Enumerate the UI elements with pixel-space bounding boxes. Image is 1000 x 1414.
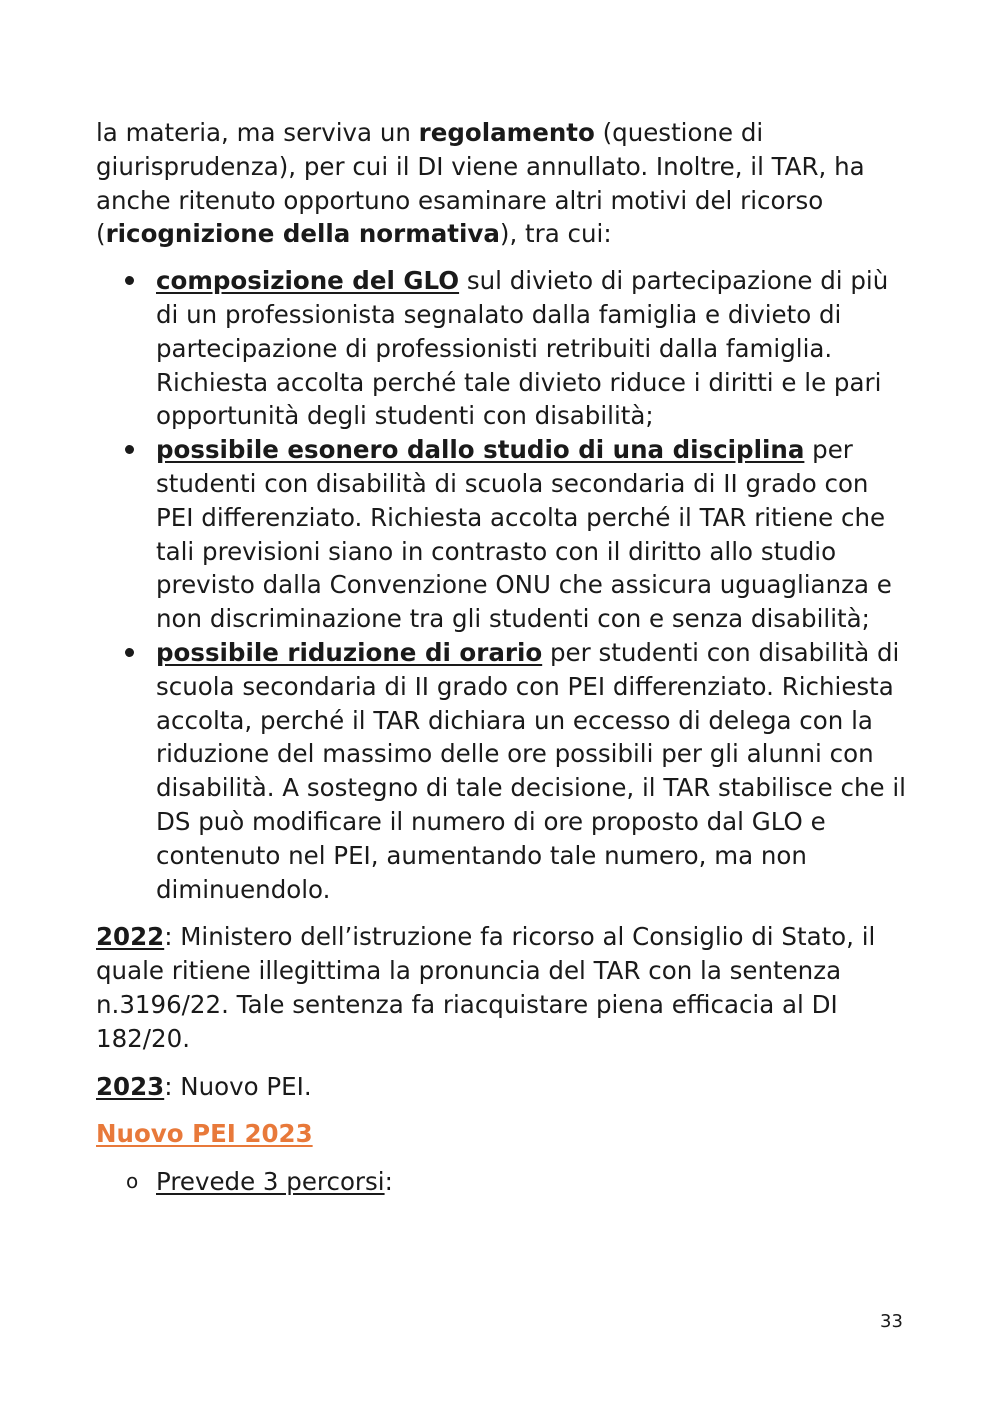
- page-number: 33: [880, 1311, 903, 1332]
- bullet-title: possibile riduzione di orario: [156, 637, 543, 667]
- bullet-title: possibile esonero dallo studio di una disciplina: [156, 435, 805, 465]
- year-2022: 2022: [96, 922, 165, 952]
- text-2023: : Nuovo PEI.: [164, 1071, 312, 1101]
- intro-bold-ricognizione: ricognizione della normativa: [105, 219, 500, 249]
- intro-text-1: la materia, ma serviva un: [96, 118, 419, 147]
- intro-text-3: ), tra cui:: [499, 219, 612, 249]
- year-2023: 2023: [96, 1071, 165, 1101]
- bullet-text: sul divieto di partecipazione di più di un professionista segnalato dalla famiglia e divieto di partecipazione di professionisti retribuiti dalla famiglia. Richiesta accolta perché tale divieto riduce i diritti e le pari opportunità degli studenti con disabilità;: [156, 266, 889, 431]
- sub-item-suffix: :: [384, 1167, 393, 1197]
- bullet-title: composizione del GLO: [156, 266, 460, 296]
- bullet-text: per studenti con disabilità di scuola secondaria di II grado con PEI differenziato. Richiesta accolta perché il TAR ritiene che tali previsioni siano in contrasto con il diritto allo studio previsto dalla Convenzione ONU che assicura uguaglianza e non discriminazione tra gli studenti con e senza disabilità;: [156, 435, 892, 634]
- bullet-list: [96, 264, 906, 906]
- intro-text-2: (questione di giurisprudenza), per cui il DI viene annullato. Inoltre, il TAR, ha anche ritenuto opportuno esaminare altri motivi del ricorso (: [96, 118, 865, 249]
- bullet-item-esonero: [156, 433, 906, 636]
- circle-bullet-icon: o: [126, 1169, 139, 1194]
- section-heading-nuovo-pei: Nuovo PEI 2023: [96, 1119, 313, 1149]
- sub-list-item: [96, 1165, 906, 1199]
- sub-item-label: Prevede 3 percorsi: [156, 1167, 385, 1197]
- document-body: [96, 116, 906, 1199]
- intro-paragraph: [96, 116, 906, 251]
- text-2022: : Ministero dell’istruzione fa ricorso al Consiglio di Stato, il quale ritiene illegittima la pronuncia del TAR con la sentenza n.3196/22. Tale sentenza fa riacquistare piena efficacia al DI 182/20.: [96, 922, 876, 1053]
- paragraph-2022: [96, 920, 906, 1055]
- bullet-item-riduzione: [156, 636, 906, 906]
- intro-bold-regolamento: regolamento: [418, 118, 595, 147]
- bullet-text: per studenti con disabilità di scuola secondaria di II grado con PEI differenziato. Richiesta accolta, perché il TAR dichiara un eccesso di delega con la riduzione del massimo delle ore possibili per gli alunni con disabilità. A sostegno di tale decisione, il TAR stabilisce che il DS può modificare il numero di ore proposto dal GLO e contenuto nel PEI, aumentando tale numero, ma non diminuendolo.: [156, 637, 906, 904]
- bullet-item-composizione: [156, 264, 906, 433]
- paragraph-2023: [96, 1070, 906, 1104]
